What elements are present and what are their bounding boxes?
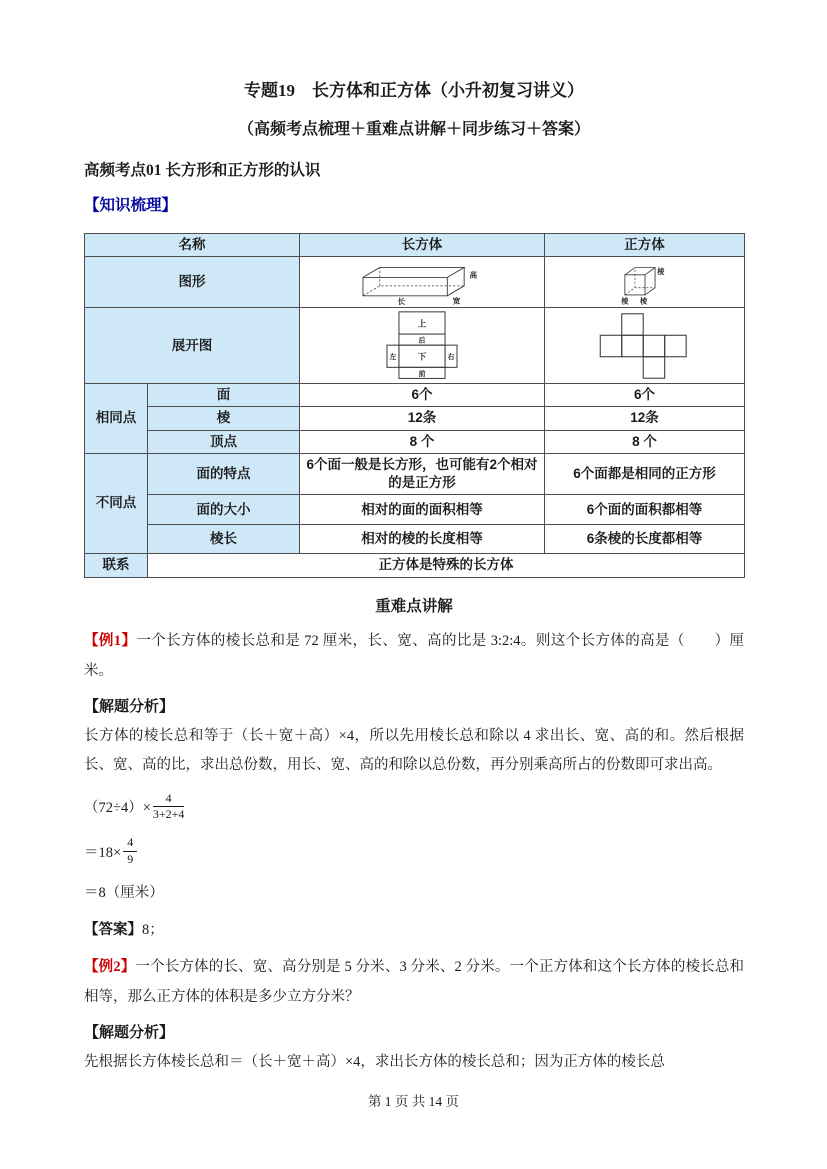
example2-paragraph (84, 952, 744, 1012)
formula-step2-numerator: 4 (123, 836, 137, 852)
example1-answer-text: 8； (142, 921, 164, 938)
example1-answer-tag: 【答案】 (84, 921, 142, 938)
example2-analysis-text: 先根据长方体棱长总和＝（长＋宽＋高）×4，求出长方体的棱长总和；因为正方体的棱长总 (84, 1053, 665, 1070)
example1-formula-block (84, 792, 744, 902)
formula-step1-numerator: 4 (153, 792, 185, 808)
example1-tag: 【例1】 (84, 632, 137, 649)
example2-text: 一个长方体的长、宽、高分别是 5 分米、3 分米、2 分米。一个正方体和这个长方体的棱长总和相等，那么正方体的体积是多少立方分米？ (84, 958, 745, 1005)
shape-row-label: 图形 (85, 257, 300, 308)
page-number-footer: 第 1 页 共 14 页 (367, 1094, 460, 1109)
relation-value: 正方体是特殊的长方体 (148, 554, 745, 577)
same-edges-cuboid: 12条 (300, 407, 545, 430)
cuboid-width-label: 宽 (452, 296, 461, 306)
example1-answer-line (84, 916, 744, 944)
example1-analysis-text: 长方体的棱长总和等于（长＋宽＋高）×4，所以先用棱长总和除以 4 求出长、宽、高的和。然后根据长、宽、高的比，求出总份数，用长、宽、高的和除以总份数，再分别乘高所占的份数即可求出高。 (84, 727, 744, 773)
diff-face-feature-label: 面的特点 (148, 453, 300, 494)
formula-step1-fraction (153, 792, 185, 823)
formula-step2-denominator: 9 (127, 851, 134, 866)
same-edges-cube: 12条 (545, 407, 745, 430)
table-header-row (85, 234, 745, 257)
formula-step1 (84, 792, 744, 823)
diff-face-feature-cube: 6个面都是相同的正方形 (545, 453, 745, 494)
formula-step2-prefix: ＝18× (84, 844, 122, 861)
knowledge-table (84, 233, 745, 578)
net-row (85, 308, 745, 384)
example2-tag: 【例2】 (84, 958, 136, 975)
formula-step1-denominator: 3+2+4 (152, 807, 185, 822)
example1-text: 一个长方体的棱长总和是 72 厘米，长、宽、高的比是 3:2:4。则这个长方体的高是（ ）厘米。 (84, 632, 745, 679)
cuboid-length-label: 长 (397, 297, 406, 306)
diff-row-face-size (85, 495, 745, 525)
cube-net-diagram (594, 312, 696, 380)
diff-row-face-feature (85, 453, 745, 494)
formula-step2-fraction (123, 836, 137, 867)
cuboid-diagram (338, 259, 506, 305)
header-cube-cell: 正方体 (545, 234, 745, 257)
diff-group-label: 不同点 (85, 453, 148, 553)
cuboid-diagram-cell (300, 257, 545, 308)
diff-edge-length-label: 棱长 (148, 525, 300, 554)
same-group-label: 相同点 (85, 384, 148, 454)
same-row-edges (85, 407, 745, 430)
page-subtitle: （高频考点梳理＋重难点讲解＋同步练习＋答案） (237, 121, 590, 138)
net-top-label: 上 (417, 318, 427, 329)
cube-diagram-cell (545, 257, 745, 308)
net-bottom-label: 下 (417, 351, 427, 362)
net-right-label: 右 (447, 353, 455, 361)
example1-paragraph (84, 626, 744, 686)
cube-net-cell (545, 308, 745, 384)
page-title: 专题19 长方体和正方体（小升初复习讲义） (244, 81, 584, 100)
same-row-vertices (85, 430, 745, 453)
cube-edge-label-3: 棱 (639, 297, 647, 306)
same-edges-label: 棱 (148, 407, 300, 430)
diff-face-size-cube: 6个面的面积都相等 (545, 495, 745, 525)
same-faces-label: 面 (148, 384, 300, 407)
formula-step1-prefix: （72÷4）× (84, 800, 151, 817)
document-content (84, 0, 744, 1077)
relation-label: 联系 (85, 554, 148, 577)
net-left-label: 左 (389, 353, 397, 361)
formula-step3: ＝8（厘米） (84, 884, 164, 901)
shape-row (85, 257, 745, 308)
cuboid-net-diagram (366, 311, 478, 381)
header-name-cell: 名称 (85, 234, 300, 257)
net-row-label: 展开图 (85, 308, 300, 384)
example2-analysis-tag: 【解题分析】 (84, 1024, 175, 1041)
cube-diagram (607, 259, 683, 305)
cube-edge-label-1: 棱 (656, 268, 664, 277)
cuboid-height-label: 高 (469, 270, 478, 280)
diff-row-edge-length (85, 525, 745, 554)
same-vertices-cuboid: 8 个 (300, 430, 545, 453)
section-heading-keypoints: 重难点讲解 (375, 597, 453, 615)
cuboid-net-cell (300, 308, 545, 384)
same-vertices-label: 顶点 (148, 430, 300, 453)
cube-edge-label-2: 棱 (620, 297, 628, 306)
diff-face-size-label: 面的大小 (148, 495, 300, 525)
section-heading-kaodian01: 高频考点01 长方形和正方形的认识 (84, 162, 321, 179)
diff-edge-length-cube: 6条棱的长度都相等 (545, 525, 745, 554)
diff-face-feature-cuboid: 6个面一般是长方形，也可能有2个相对的是正方形 (300, 453, 545, 494)
net-back-label: 后 (418, 337, 426, 345)
diff-edge-length-cuboid: 相对的棱的长度相等 (300, 525, 545, 554)
same-vertices-cube: 8 个 (545, 430, 745, 453)
diff-face-size-cuboid: 相对的面的面积相等 (300, 495, 545, 525)
formula-step2 (84, 836, 744, 867)
same-row-faces (85, 384, 745, 407)
net-front-label: 前 (418, 370, 426, 378)
same-faces-cuboid: 6个 (300, 384, 545, 407)
relation-row (85, 554, 745, 577)
example1-analysis-tag: 【解题分析】 (84, 698, 175, 715)
knowledge-review-tag: 【知识梳理】 (84, 197, 178, 214)
same-faces-cube: 6个 (545, 384, 745, 407)
header-cuboid-cell: 长方体 (300, 234, 545, 257)
